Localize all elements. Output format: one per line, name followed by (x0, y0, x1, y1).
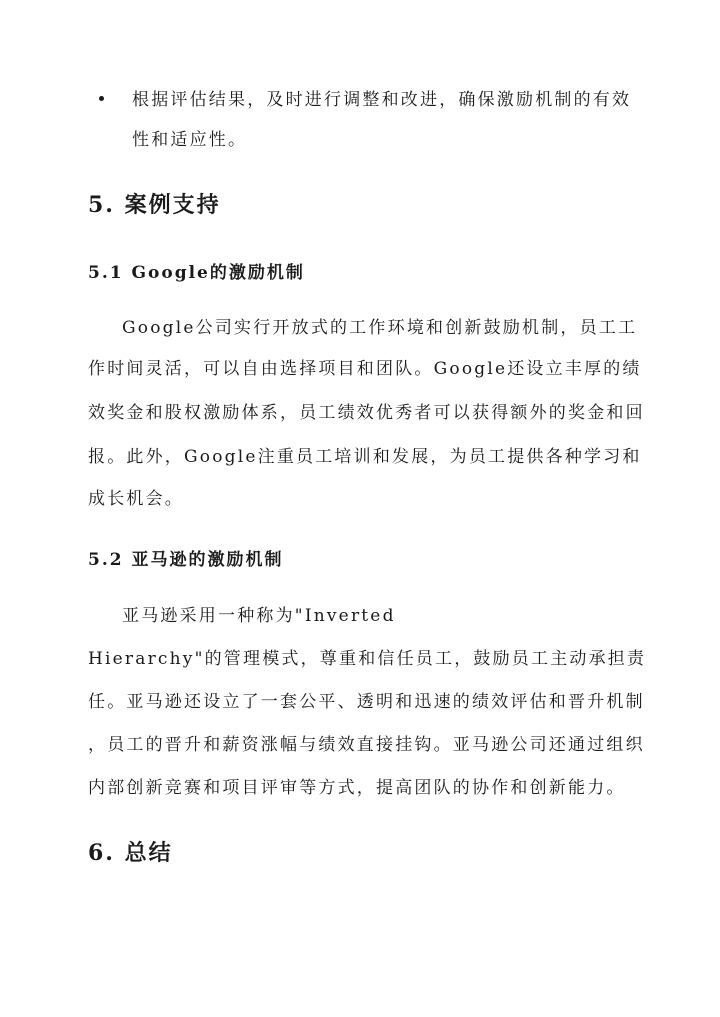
paragraph-line: ，员工的晋升和薪资涨幅与绩效直接挂钩。亚马逊公司还通过组织 (88, 735, 645, 755)
section-6-heading: 6. 总结 (88, 840, 173, 866)
paragraph-line: 亚马逊采用一种称为"Inverted (122, 606, 396, 626)
paragraph-line: 效奖金和股权激励体系，员工绩效优秀者可以获得额外的奖金和回 (88, 403, 645, 423)
section-5-1-heading: 5.1 Google的激励机制 (88, 263, 305, 283)
bullet-text-line-2: 性和适应性。 (132, 130, 248, 150)
section-5-2-heading: 5.2 亚马逊的激励机制 (88, 550, 284, 570)
section-5-heading: 5. 案例支持 (88, 192, 221, 218)
paragraph-line: 任。亚马逊还设立了一套公平、透明和迅速的绩效评估和晋升机制 (88, 692, 645, 712)
paragraph-line: 内部创新竞赛和项目评审等方式，提高团队的协作和创新能力。 (88, 778, 626, 798)
paragraph-line: 成长机会。 (88, 489, 184, 509)
bullet-dot-icon (99, 96, 104, 101)
bullet-text-line-1: 根据评估结果，及时进行调整和改进，确保激励机制的有效 (132, 90, 632, 110)
paragraph-line: 作时间灵活，可以自由选择项目和团队。Google还设立丰厚的绩 (88, 359, 642, 379)
paragraph-line: Hierarchy"的管理模式，尊重和信任员工，鼓励员工主动承担责 (88, 649, 647, 669)
paragraph-line: Google公司实行开放式的工作环境和创新鼓励机制，员工工 (122, 318, 638, 338)
paragraph-line: 报。此外，Google注重员工培训和发展，为员工提供各种学习和 (88, 447, 642, 467)
